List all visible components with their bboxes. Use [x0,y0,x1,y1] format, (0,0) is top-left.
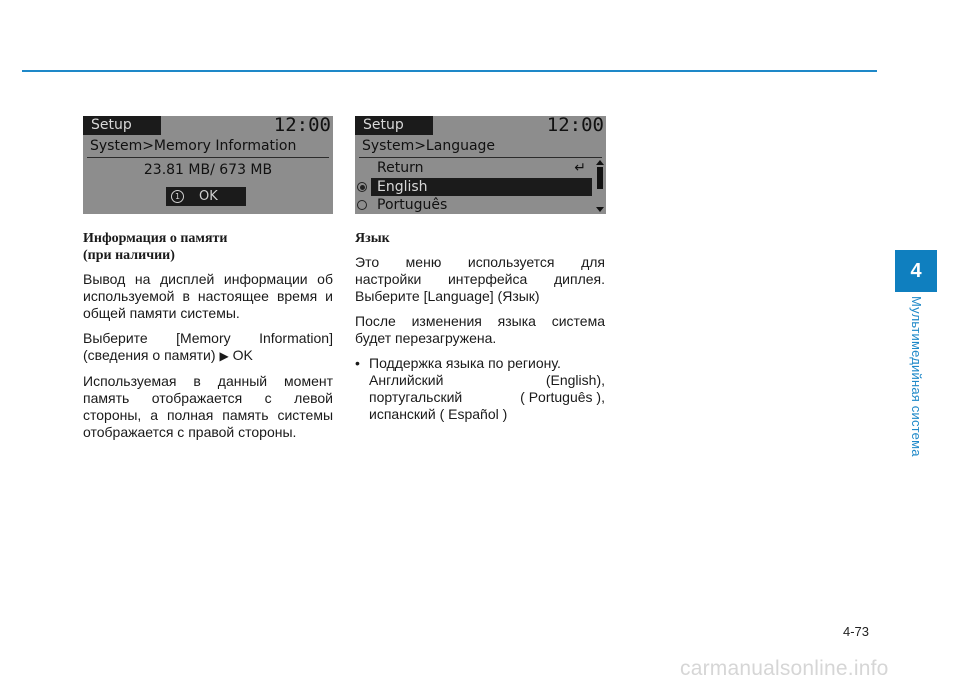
page-number: 4-73 [843,624,870,639]
bullet-icon: • [355,355,360,371]
setup-tag: Setup [83,116,161,135]
scroll-down-icon [596,207,604,212]
chapter-title: Мультимедийная система [909,296,924,457]
scrollbar[interactable] [596,160,604,212]
language-line-spanish: испанский ( Español ) [369,406,508,422]
memory-usage-value: 23.81 MB/ 673 MB [143,162,273,178]
memory-info-description: Вывод на дисплей информации об используемой в настоящее время и общей памяти системы. [83,271,333,321]
return-item[interactable] [371,159,592,177]
screen-header [83,116,333,136]
top-divider [22,70,877,72]
watermark: carmanualsonline.info [680,657,889,680]
menu-path: System>Language [359,136,602,158]
language-restart-note: После изменения языка система будет перезагружена. [355,313,605,346]
ok-label: OK [199,189,218,204]
scroll-thumb [597,167,603,189]
screen-header [355,116,606,136]
memory-info-instruction: Выберите [Memory Information] (сведения о памяти) ▶ OK [83,330,333,363]
setup-tag: Setup [355,116,433,135]
language-heading: Язык [355,231,390,246]
clock: 12:00 [273,116,331,136]
ok-number-badge: 1 [171,190,184,203]
menu-path: System>Memory Information [87,136,329,158]
language-line-portuguese: португальский ( Português ), [369,389,605,405]
arrow-right-icon: ▶ [219,349,229,363]
language-item-english[interactable] [371,178,592,196]
chapter-number-tab: 4 [895,250,937,292]
scroll-up-icon [596,160,604,165]
memory-info-heading: Информация о памяти (при наличии) [83,231,228,263]
language-support-bullet: • Поддержка языка по региону. Английский (English), португальский ( Português ), испанский ( Español ) [355,355,605,422]
ok-button[interactable] [166,187,246,206]
language-label: Português [377,197,448,213]
language-line-english: Английский (English), [369,372,605,388]
clock: 12:00 [546,116,604,136]
language-section [355,230,605,423]
language-label: English [377,179,428,195]
return-icon: ↵ [574,160,586,176]
language-item-portuguese[interactable] [371,196,592,214]
memory-info-explanation: Используемая в данный момент память отображается с левой стороны, а полная память системы отображается с правой стороны. [83,373,333,440]
language-screen [355,116,606,214]
radio-selected-icon [357,182,367,192]
return-label: Return [377,160,424,176]
memory-info-screen [83,116,333,214]
radio-unselected-icon [357,200,367,210]
memory-info-section [83,230,333,449]
language-description: Это меню используется для настройки интерфейса диплея. Выберите [Language] (Язык) [355,254,605,304]
